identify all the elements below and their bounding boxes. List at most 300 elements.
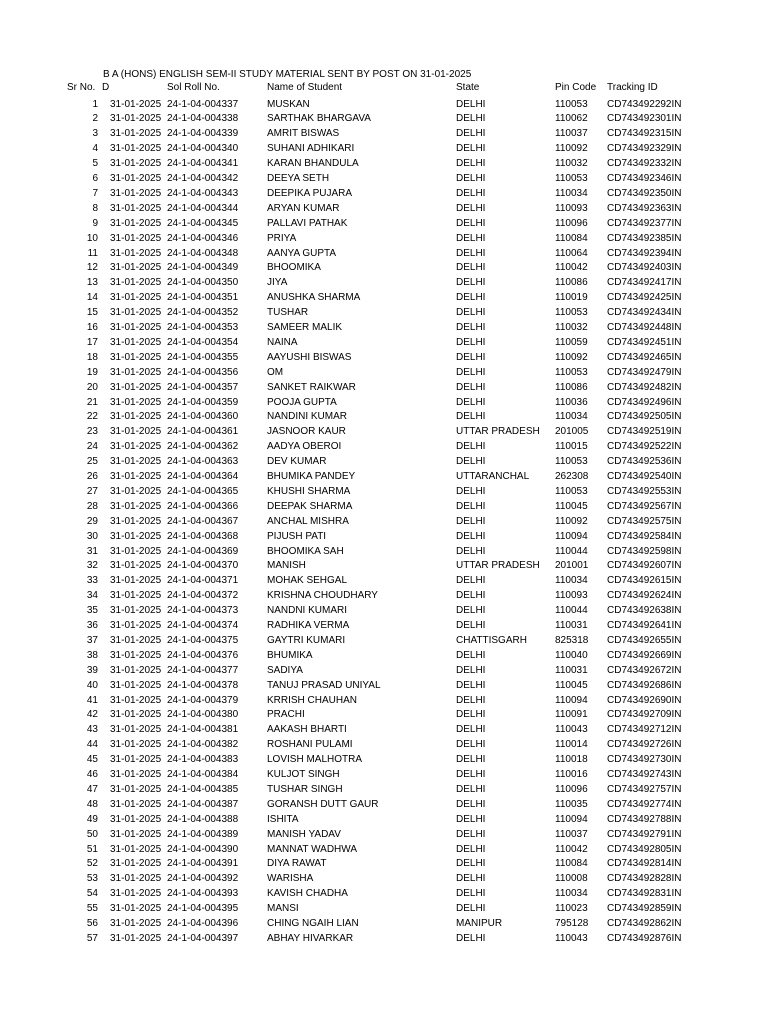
row-pin-code: 110053: [555, 366, 588, 378]
row-student-name: DIYA RAWAT: [267, 858, 327, 870]
row-student-name: MANNAT WADHWA: [267, 843, 357, 855]
row-sr-no: 13: [86, 277, 98, 289]
row-sr-no: 33: [86, 575, 98, 587]
row-date: 31-01-2025: [110, 202, 162, 214]
row-sr-no: 44: [86, 739, 98, 751]
row-tracking-id: CD743492743IN: [607, 769, 682, 780]
row-sol-roll-no: 24-1-04-004397: [167, 932, 239, 944]
row-tracking-id: CD743492709IN: [607, 709, 682, 721]
row-tracking-id: CD743492876IN: [607, 932, 682, 944]
row-date: 31-01-2025: [110, 515, 162, 527]
row-state: DELHI: [456, 411, 486, 423]
row-tracking-id: CD743492329IN: [607, 143, 682, 155]
row-state: DELHI: [456, 173, 486, 184]
row-student-name: JASNOOR KAUR: [267, 426, 346, 438]
row-state: DELHI: [456, 769, 486, 780]
row-sol-roll-no: 24-1-04-004370: [167, 560, 239, 572]
table-row: [0, 276, 768, 291]
row-date: 31-01-2025: [110, 769, 162, 780]
row-pin-code: 110043: [555, 932, 588, 944]
row-tracking-id: CD743492567IN: [607, 500, 682, 512]
row-date: 31-01-2025: [110, 649, 162, 661]
row-tracking-id: CD743492479IN: [607, 366, 682, 378]
row-sol-roll-no: 24-1-04-004376: [167, 649, 239, 661]
row-sr-no: 18: [86, 351, 98, 363]
row-sr-no: 27: [86, 485, 98, 497]
row-sr-no: 45: [86, 754, 98, 766]
row-state: DELHI: [456, 754, 486, 766]
row-sr-no: 9: [92, 217, 98, 229]
row-sol-roll-no: 24-1-04-004351: [167, 292, 239, 304]
row-sol-roll-no: 24-1-04-004391: [167, 858, 239, 870]
row-tracking-id: CD743492377IN: [607, 217, 682, 229]
table-row: [0, 306, 768, 321]
row-sol-roll-no: 24-1-04-004340: [167, 143, 239, 155]
row-pin-code: 201001: [555, 560, 589, 572]
row-tracking-id: CD743492448IN: [607, 322, 682, 333]
row-pin-code: 110096: [555, 217, 588, 229]
row-student-name: KARAN BHANDULA: [267, 158, 359, 170]
row-date: 31-01-2025: [110, 158, 162, 170]
row-tracking-id: CD743492686IN: [607, 679, 682, 691]
row-tracking-id: CD743492690IN: [607, 694, 682, 706]
table-row: [0, 217, 768, 232]
row-sr-no: 54: [86, 888, 98, 900]
row-student-name: DEEYA SETH: [267, 173, 330, 184]
table-row: [0, 708, 768, 723]
row-tracking-id: CD743492425IN: [607, 292, 682, 304]
row-student-name: ABHAY HIVARKAR: [267, 932, 354, 944]
row-student-name: DEEPAK SHARMA: [267, 500, 353, 512]
row-student-name: PIJUSH PATI: [267, 530, 327, 542]
table-row: [0, 619, 768, 634]
row-date: 31-01-2025: [110, 605, 162, 617]
row-tracking-id: CD743492774IN: [607, 798, 682, 810]
row-sol-roll-no: 24-1-04-004346: [167, 232, 239, 244]
row-tracking-id: CD743492522IN: [607, 441, 682, 453]
row-state: DELHI: [456, 232, 486, 244]
row-student-name: JIYA: [267, 277, 288, 289]
row-sol-roll-no: 24-1-04-004389: [167, 828, 239, 840]
row-student-name: LOVISH MALHOTRA: [267, 754, 363, 766]
row-pin-code: 110092: [555, 143, 588, 155]
table-row: [0, 932, 768, 947]
table-row: [0, 127, 768, 142]
row-pin-code: 201005: [555, 426, 589, 438]
row-pin-code: 110042: [555, 262, 588, 274]
row-student-name: BHUMIKA PANDEY: [267, 471, 356, 482]
row-date: 31-01-2025: [110, 590, 162, 602]
row-sol-roll-no: 24-1-04-004369: [167, 545, 239, 557]
table-row: [0, 157, 768, 172]
row-date: 31-01-2025: [110, 277, 162, 289]
row-tracking-id: CD743492403IN: [607, 262, 682, 274]
row-sol-roll-no: 24-1-04-004368: [167, 530, 239, 542]
row-sol-roll-no: 24-1-04-004362: [167, 441, 239, 453]
row-sr-no: 28: [86, 500, 98, 512]
row-state: DELHI: [456, 575, 486, 587]
row-sr-no: 48: [86, 798, 98, 810]
row-date: 31-01-2025: [110, 575, 162, 587]
row-date: 31-01-2025: [110, 351, 162, 363]
row-student-name: KULJOT SINGH: [267, 769, 340, 780]
row-pin-code: 110093: [555, 590, 588, 602]
table-row: [0, 857, 768, 872]
table-row: [0, 381, 768, 396]
row-sr-no: 46: [86, 769, 98, 780]
row-sr-no: 4: [92, 143, 98, 155]
row-tracking-id: CD743492496IN: [607, 396, 682, 408]
row-sol-roll-no: 24-1-04-004387: [167, 798, 239, 810]
table-row: [0, 410, 768, 425]
row-sr-no: 51: [86, 843, 98, 855]
row-sol-roll-no: 24-1-04-004378: [167, 679, 239, 691]
table-row: [0, 738, 768, 753]
row-sol-roll-no: 24-1-04-004365: [167, 485, 239, 497]
row-pin-code: 110037: [555, 828, 588, 840]
row-sol-roll-no: 24-1-04-004395: [167, 903, 239, 915]
row-state: DELHI: [456, 485, 486, 497]
row-state: DELHI: [456, 813, 486, 825]
header-sol-roll-no: Sol Roll No.: [167, 82, 220, 93]
row-pin-code: 110036: [555, 396, 588, 408]
row-student-name: BHUMIKA: [267, 649, 313, 661]
row-student-name: BHOOMIKA SAH: [267, 545, 344, 557]
row-pin-code: 110016: [555, 769, 588, 780]
row-sr-no: 6: [92, 173, 98, 184]
table-row: [0, 470, 768, 485]
row-tracking-id: CD743492726IN: [607, 739, 682, 751]
row-sol-roll-no: 24-1-04-004381: [167, 724, 239, 736]
row-pin-code: 262308: [555, 471, 589, 482]
row-sol-roll-no: 24-1-04-004342: [167, 173, 239, 184]
row-sr-no: 25: [86, 456, 98, 468]
table-row: [0, 545, 768, 560]
row-sr-no: 21: [86, 396, 98, 408]
row-sr-no: 22: [86, 411, 98, 423]
row-date: 31-01-2025: [110, 366, 162, 378]
row-student-name: DEEPIKA PUJARA: [267, 187, 353, 199]
table-row: [0, 440, 768, 455]
row-state: DELHI: [456, 98, 486, 110]
row-state: DELHI: [456, 396, 486, 408]
row-state: UTTAR PRADESH: [456, 560, 540, 572]
row-sol-roll-no: 24-1-04-004337: [167, 98, 239, 110]
row-sr-no: 41: [86, 694, 98, 706]
row-sol-roll-no: 24-1-04-004338: [167, 113, 239, 125]
row-pin-code: 110086: [555, 277, 588, 289]
row-sol-roll-no: 24-1-04-004341: [167, 158, 239, 170]
row-date: 31-01-2025: [110, 798, 162, 810]
row-sol-roll-no: 24-1-04-004374: [167, 620, 239, 631]
row-sr-no: 35: [86, 605, 98, 617]
row-sol-roll-no: 24-1-04-004344: [167, 202, 239, 214]
row-state: DELHI: [456, 217, 486, 229]
row-student-name: SANKET RAIKWAR: [267, 381, 356, 393]
row-state: DELHI: [456, 590, 486, 602]
row-tracking-id: CD743492584IN: [607, 530, 682, 542]
row-student-name: CHING NGAIH LIAN: [267, 918, 359, 929]
row-sr-no: 29: [86, 515, 98, 527]
row-pin-code: 110062: [555, 113, 588, 125]
row-tracking-id: CD743492553IN: [607, 485, 682, 497]
row-pin-code: 110037: [555, 128, 588, 140]
table-row: [0, 336, 768, 351]
row-pin-code: 110031: [555, 664, 588, 676]
row-student-name: AADYA OBEROI: [267, 441, 342, 453]
row-state: DELHI: [456, 828, 486, 840]
row-date: 31-01-2025: [110, 679, 162, 691]
table-row: [0, 679, 768, 694]
header-state: State: [456, 82, 480, 93]
table-row: [0, 798, 768, 813]
row-state: DELHI: [456, 336, 486, 348]
row-state: DELHI: [456, 620, 486, 631]
row-sol-roll-no: 24-1-04-004383: [167, 754, 239, 766]
row-sr-no: 14: [86, 292, 98, 304]
row-state: DELHI: [456, 798, 486, 810]
row-sr-no: 26: [86, 471, 98, 482]
row-sr-no: 19: [86, 366, 98, 378]
row-date: 31-01-2025: [110, 873, 162, 885]
row-state: DELHI: [456, 202, 486, 214]
row-state: DELHI: [456, 888, 486, 900]
row-pin-code: 110093: [555, 202, 588, 214]
row-sol-roll-no: 24-1-04-004392: [167, 873, 239, 885]
row-pin-code: 825318: [555, 634, 589, 646]
row-sr-no: 43: [86, 724, 98, 736]
row-date: 31-01-2025: [110, 858, 162, 870]
table-row: [0, 261, 768, 276]
row-sol-roll-no: 24-1-04-004375: [167, 634, 239, 646]
row-tracking-id: CD743492791IN: [607, 828, 682, 840]
row-date: 31-01-2025: [110, 932, 162, 944]
header-pin-code: Pin Code: [555, 82, 597, 93]
table-row: [0, 232, 768, 247]
row-sol-roll-no: 24-1-04-004355: [167, 351, 239, 363]
row-sol-roll-no: 24-1-04-004384: [167, 769, 239, 780]
row-state: DELHI: [456, 694, 486, 706]
row-pin-code: 110023: [555, 903, 588, 915]
row-date: 31-01-2025: [110, 98, 162, 110]
row-pin-code: 110045: [555, 500, 588, 512]
row-pin-code: 110096: [555, 783, 588, 795]
row-student-name: ANUSHKA SHARMA: [267, 292, 361, 304]
row-sr-no: 10: [86, 232, 98, 244]
row-pin-code: 110053: [555, 98, 588, 110]
row-pin-code: 110018: [555, 754, 588, 766]
row-state: DELHI: [456, 262, 486, 274]
row-state: DELHI: [456, 128, 486, 140]
row-date: 31-01-2025: [110, 724, 162, 736]
row-pin-code: 110035: [555, 798, 588, 810]
row-student-name: AAYUSHI BISWAS: [267, 351, 352, 363]
table-row: [0, 425, 768, 440]
row-date: 31-01-2025: [110, 441, 162, 453]
row-date: 31-01-2025: [110, 336, 162, 348]
row-tracking-id: CD743492434IN: [607, 307, 682, 319]
row-tracking-id: CD743492730IN: [607, 754, 682, 766]
row-state: DELHI: [456, 247, 486, 259]
row-date: 31-01-2025: [110, 828, 162, 840]
row-student-name: NANDINI KUMAR: [267, 411, 348, 423]
row-student-name: DEV KUMAR: [267, 456, 327, 468]
row-pin-code: 110034: [555, 411, 588, 423]
row-date: 31-01-2025: [110, 709, 162, 721]
row-state: DELHI: [456, 366, 486, 378]
row-sol-roll-no: 24-1-04-004357: [167, 381, 239, 393]
row-tracking-id: CD743492575IN: [607, 515, 682, 527]
row-student-name: KAVISH CHADHA: [267, 888, 348, 900]
table-row: [0, 396, 768, 411]
row-state: DELHI: [456, 605, 486, 617]
row-sol-roll-no: 24-1-04-004379: [167, 694, 239, 706]
table-row: [0, 902, 768, 917]
row-pin-code: 110053: [555, 485, 588, 497]
row-sol-roll-no: 24-1-04-004356: [167, 366, 239, 378]
row-sol-roll-no: 24-1-04-004372: [167, 590, 239, 602]
row-sol-roll-no: 24-1-04-004382: [167, 739, 239, 751]
row-sr-no: 40: [86, 679, 98, 691]
row-state: DELHI: [456, 500, 486, 512]
row-tracking-id: CD743492788IN: [607, 813, 682, 825]
table-row: [0, 634, 768, 649]
row-date: 31-01-2025: [110, 485, 162, 497]
row-pin-code: 110034: [555, 888, 588, 900]
table-row: [0, 753, 768, 768]
table-row: [0, 112, 768, 127]
table-row: [0, 828, 768, 843]
row-student-name: MANSI: [267, 903, 299, 915]
table-row: [0, 500, 768, 515]
table-row: [0, 589, 768, 604]
row-state: DELHI: [456, 113, 486, 125]
row-date: 31-01-2025: [110, 471, 162, 482]
row-sr-no: 50: [86, 828, 98, 840]
row-student-name: AMRIT BISWAS: [267, 128, 340, 140]
row-student-name: PALLAVI PATHAK: [267, 217, 348, 229]
row-state: DELHI: [456, 515, 486, 527]
row-student-name: TUSHAR: [267, 307, 309, 319]
row-tracking-id: CD743492641IN: [607, 620, 682, 631]
row-state: DELHI: [456, 530, 486, 542]
row-student-name: ANCHAL MISHRA: [267, 515, 349, 527]
row-date: 31-01-2025: [110, 143, 162, 155]
row-tracking-id: CD743492831IN: [607, 888, 682, 900]
row-tracking-id: CD743492615IN: [607, 575, 682, 587]
header-tracking-id: Tracking ID: [607, 82, 658, 93]
row-pin-code: 110044: [555, 545, 588, 557]
table-row: [0, 649, 768, 664]
row-tracking-id: CD743492350IN: [607, 187, 682, 199]
table-row: [0, 843, 768, 858]
row-pin-code: 110053: [555, 307, 588, 319]
row-tracking-id: CD743492669IN: [607, 649, 682, 661]
row-pin-code: 110053: [555, 173, 588, 184]
row-state: DELHI: [456, 381, 486, 393]
table-row: [0, 604, 768, 619]
row-sr-no: 39: [86, 664, 98, 676]
table-row: [0, 187, 768, 202]
row-state: DELHI: [456, 724, 486, 736]
row-pin-code: 110094: [555, 694, 588, 706]
row-student-name: SUHANI ADHIKARI: [267, 143, 355, 155]
row-pin-code: 795128: [555, 918, 589, 929]
row-student-name: NAINA: [267, 336, 298, 348]
row-sr-no: 3: [92, 128, 98, 140]
row-sr-no: 32: [86, 560, 98, 572]
row-student-name: KRISHNA CHOUDHARY: [267, 590, 378, 602]
row-sr-no: 57: [86, 932, 98, 944]
row-state: DELHI: [456, 932, 486, 944]
table-row: [0, 291, 768, 306]
row-pin-code: 110084: [555, 858, 588, 870]
row-sol-roll-no: 24-1-04-004396: [167, 918, 239, 929]
row-tracking-id: CD743492394IN: [607, 247, 682, 259]
table-header-row: [0, 81, 768, 96]
row-tracking-id: CD743492332IN: [607, 158, 682, 170]
row-date: 31-01-2025: [110, 694, 162, 706]
row-pin-code: 110045: [555, 679, 588, 691]
row-date: 31-01-2025: [110, 381, 162, 393]
table-row: [0, 574, 768, 589]
row-date: 31-01-2025: [110, 918, 162, 929]
row-pin-code: 110014: [555, 739, 588, 751]
row-tracking-id: CD743492505IN: [607, 411, 682, 423]
row-date: 31-01-2025: [110, 888, 162, 900]
row-date: 31-01-2025: [110, 411, 162, 423]
row-pin-code: 110019: [555, 292, 588, 304]
row-pin-code: 110092: [555, 515, 588, 527]
row-pin-code: 110042: [555, 843, 588, 855]
row-sr-no: 12: [86, 262, 98, 274]
table-row: [0, 723, 768, 738]
row-sol-roll-no: 24-1-04-004367: [167, 515, 239, 527]
document-title: B A (HONS) ENGLISH SEM-II STUDY MATERIAL SENT BY POST ON 31-01-2025: [103, 69, 472, 80]
row-tracking-id: CD743492292IN: [607, 98, 682, 110]
row-tracking-id: CD743492672IN: [607, 664, 682, 676]
row-tracking-id: CD743492859IN: [607, 903, 682, 915]
row-date: 31-01-2025: [110, 232, 162, 244]
row-tracking-id: CD743492598IN: [607, 545, 682, 557]
row-tracking-id: CD743492540IN: [607, 471, 682, 482]
row-state: MANIPUR: [456, 918, 503, 929]
row-student-name: ROSHANI PULAMI: [267, 739, 353, 751]
row-tracking-id: CD743492607IN: [607, 560, 682, 572]
row-state: DELHI: [456, 679, 486, 691]
table-row: [0, 485, 768, 500]
row-pin-code: 110094: [555, 813, 588, 825]
table-row: [0, 783, 768, 798]
row-student-name: OM: [267, 366, 284, 378]
row-pin-code: 110086: [555, 381, 588, 393]
row-pin-code: 110032: [555, 158, 588, 170]
row-date: 31-01-2025: [110, 620, 162, 631]
row-sr-no: 16: [86, 322, 98, 333]
row-tracking-id: CD743492536IN: [607, 456, 682, 468]
row-student-name: AAKASH BHARTI: [267, 724, 347, 736]
row-tracking-id: CD743492828IN: [607, 873, 682, 885]
row-tracking-id: CD743492346IN: [607, 173, 682, 184]
row-state: DELHI: [456, 873, 486, 885]
row-student-name: MUSKAN: [267, 98, 310, 110]
row-student-name: WARISHA: [267, 873, 314, 885]
table-row: [0, 98, 768, 113]
header-date: D: [102, 82, 110, 93]
row-student-name: SARTHAK BHARGAVA: [267, 113, 371, 125]
row-student-name: AANYA GUPTA: [267, 247, 337, 259]
table-row: [0, 351, 768, 366]
